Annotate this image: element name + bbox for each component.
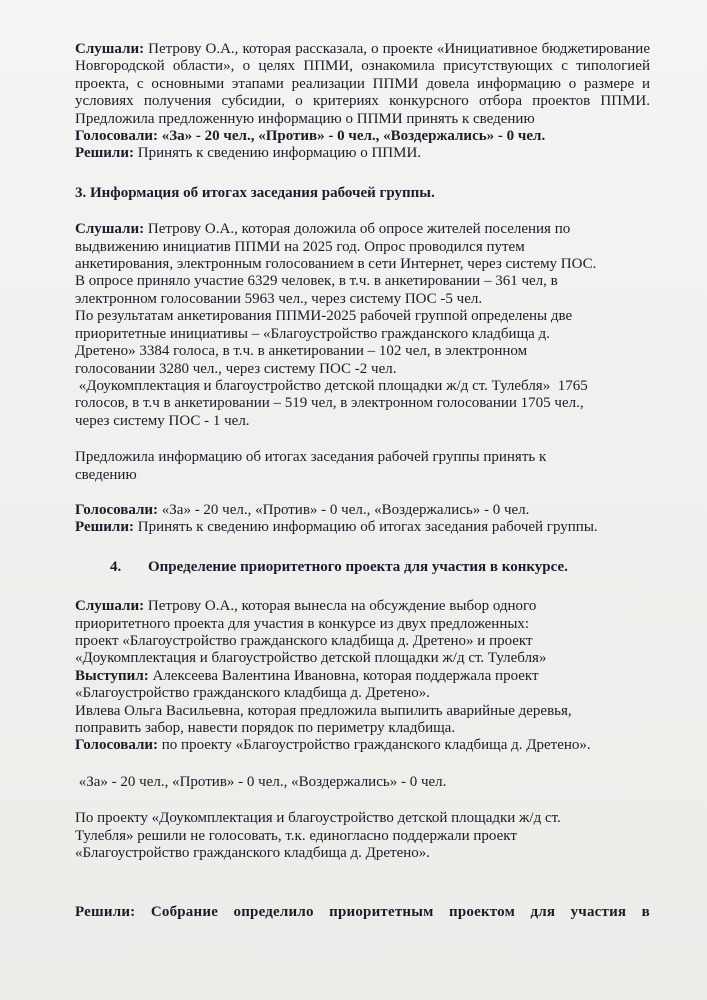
text-line: анкетирования, электронным голосованием в сети Интернет, через систему ПОС. — [75, 256, 597, 273]
document-body — [75, 41, 650, 922]
section-4-title — [75, 559, 650, 576]
decided-line-1 — [75, 145, 650, 162]
note-line: «Благоустройство гражданского кладбища д. Дретено». — [75, 845, 431, 862]
decided-text: Принять к сведению информацию о ППМИ. — [133, 145, 422, 162]
heard-text: Петрову О.А., которая рассказала, о проекте «Инициативное бюджетирование Новгородской области», о целях ППМИ, ознакомила присутствующих с типологией проекта, с основными этапами реализации ППМИ довела информацию о размере и условиях получения субсидии, о критериях конкурсного отбора проектов ППМИ. Предложила предложенную информацию о ППМИ принять к сведению — [75, 41, 650, 127]
section-3-title: 3. Информация об итогах заседания рабочей группы. — [75, 184, 435, 201]
text-line: электронном голосовании 5963 чел., через систему ПОС -5 чел. — [75, 290, 483, 307]
decided-label: Решили: — [75, 519, 134, 536]
text-line: голосов, в т.ч в анкетировании – 519 чел, в электронном голосовании 1705 чел., — [75, 395, 584, 412]
section-3-heard-line — [75, 221, 650, 238]
final-decision-line — [75, 904, 650, 921]
votes-line: «За» - 20 чел., «Против» - 0 чел., «Воздержались» - 0 чел. — [75, 773, 447, 790]
note-line: По проекту «Доукомплектация и благоустройство детской площадки ж/д ст. — [75, 810, 561, 827]
section-4-heard-line — [75, 598, 650, 615]
speaker-label: Выступил: — [75, 667, 149, 684]
heard-label: Слушали: — [75, 221, 145, 238]
decided-label: Решили: — [75, 904, 136, 921]
heard-paragraph-1 — [75, 41, 650, 128]
text-line: выдвижению инициатив ППМИ на 2025 год. Опрос проводился путем — [75, 238, 525, 255]
note-line: Тулебля» решили не голосовать, т.к. единогласно поддержали проект — [75, 827, 517, 844]
text-line: через систему ПОС - 1 чел. — [75, 412, 250, 429]
decided-label: Решили: — [75, 145, 134, 162]
text-line: Дретено» 3384 голоса, в т.ч. в анкетировании – 102 чел, в электронном — [75, 343, 528, 360]
text-line: приоритетные инициативы – «Благоустройство гражданского кладбища д. — [75, 325, 550, 342]
voted-text: по проекту «Благоустройство гражданского кладбища д. Дретено». — [158, 737, 591, 754]
text-line: приоритетного проекта для участия в конкурсе из двух предложенных: — [75, 615, 530, 632]
section-title-text: Определение приоритетного проекта для участия в конкурсе. — [148, 558, 568, 575]
text-line: «Доукомплектация и благоустройство детской площадки ж/д ст. Тулебля» 1765 — [75, 377, 588, 394]
voted-text: «За» - 20 чел., «Против» - 0 чел., «Воздержались» - 0 чел. — [158, 501, 530, 518]
proposal-line: сведению — [75, 466, 137, 483]
decided-text: Собрание определило приоритетным проектом для участия в — [135, 904, 650, 921]
text-line: «Доукомплектация и благоустройство детской площадки ж/д ст. Тулебля» — [75, 650, 547, 667]
voted-line-1: Голосовали: «За» - 20 чел., «Против» - 0 чел., «Воздержались» - 0 чел. — [75, 128, 546, 145]
section-number: 4. — [110, 558, 122, 575]
text-line: проект «Благоустройство гражданского кладбища д. Дретено» и проект — [75, 632, 533, 649]
heard-label: Слушали: — [75, 598, 145, 615]
speaker-text: Алексеева Валентина Ивановна, которая поддержала проект — [148, 667, 539, 684]
heard-label: Слушали: — [75, 41, 145, 57]
text-line: поправить забор, навести порядок по периметру кладбища. — [75, 720, 456, 736]
speaker-line — [75, 668, 650, 685]
section-3-voted-line — [75, 502, 650, 519]
section-4-voted-line — [75, 737, 650, 754]
text-line: В опросе приняло участие 6329 человек, в т.ч. в анкетировании – 361 чел, в — [75, 273, 558, 290]
text-line: По результатам анкетирования ППМИ-2025 рабочей группой определены две — [75, 308, 573, 325]
proposal-line: Предложила информацию об итогах заседания рабочей группы принять к — [75, 449, 547, 466]
voted-label: Голосовали: — [75, 501, 159, 518]
heard-text: Петрову О.А., которая доложила об опросе жителей поселения по — [144, 221, 571, 238]
voted-label: Голосовали: — [75, 737, 159, 754]
text-line: голосовании 3280 чел., через систему ПОС -2 чел. — [75, 360, 397, 377]
decided-text: Принять к сведению информацию об итогах заседания рабочей группы. — [133, 519, 598, 536]
text-line: Ивлева Ольга Васильевна, которая предложила выпилить аварийные деревья, — [75, 702, 572, 719]
heard-text: Петрову О.А., которая вынесла на обсуждение выбор одного — [144, 598, 537, 615]
text-line: «Благоустройство гражданского кладбища д. Дретено». — [75, 685, 431, 702]
section-3-decided-line — [75, 519, 650, 536]
